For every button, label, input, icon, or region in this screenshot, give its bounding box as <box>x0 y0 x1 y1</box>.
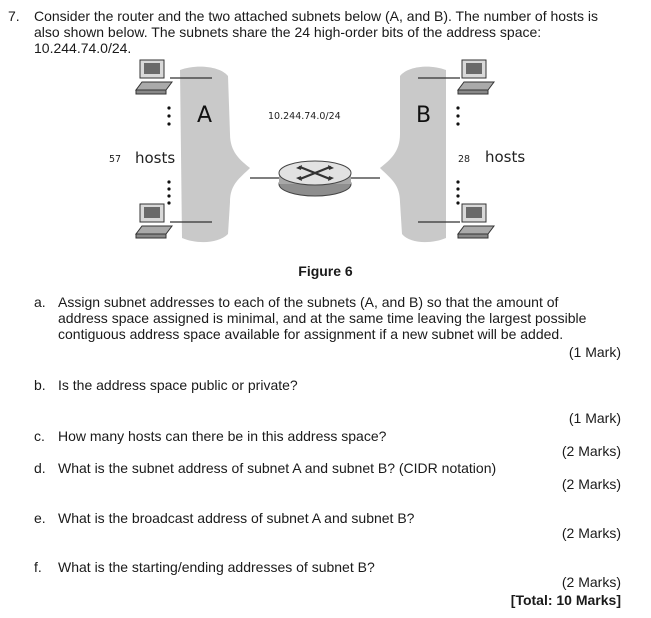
subq-f-marks: (2 Marks) <box>561 574 621 590</box>
hosts-b-count: 28 <box>458 154 471 165</box>
subq-e-text: What is the broadcast address of subnet A and subnet B? <box>58 510 415 526</box>
subq-f-label: f. <box>34 559 42 575</box>
subq-e-label: e. <box>34 510 46 526</box>
subq-b-label: b. <box>34 377 46 393</box>
question-number: 7. <box>8 8 20 24</box>
intro-line: 10.244.74.0/24. <box>34 40 132 56</box>
subq-a-label: a. <box>34 294 46 310</box>
subq-d-marks: (2 Marks) <box>561 476 621 492</box>
intro-line: also shown below. The subnets share the 24 high-order bits of the address space: <box>34 24 542 40</box>
hosts-a-count: 57 <box>109 154 122 165</box>
subq-a-line: Assign subnet addresses to each of the subnets (A, and B) so that the amount of <box>58 294 559 310</box>
subq-a-line: contiguous address space available for assignment if a new subnet will be added. <box>58 326 564 342</box>
computer-icon <box>458 204 494 238</box>
subq-c-text: How many hosts can there be in this address space? <box>58 428 387 444</box>
subnet-a-blob <box>180 67 250 242</box>
subq-e-marks: (2 Marks) <box>561 525 621 541</box>
question-intro <box>34 8 622 56</box>
subq-f-text: What is the starting/ending addresses of subnet B? <box>58 559 375 575</box>
hosts-b-word: hosts <box>485 148 526 166</box>
subnet-b-blob <box>380 67 446 242</box>
total-marks: [Total: 10 Marks] <box>510 592 621 608</box>
subnet-a-label: A <box>197 103 213 128</box>
subq-b-marks: (1 Mark) <box>568 410 621 426</box>
subq-c-marks: (2 Marks) <box>561 443 621 459</box>
network-figure <box>100 56 550 256</box>
intro-line: Consider the router and the two attached subnets below (A, and B). The number of hosts is <box>34 8 598 24</box>
subq-a-text <box>58 294 620 342</box>
computer-icon <box>136 204 172 238</box>
computer-icon <box>136 60 172 94</box>
router-icon <box>279 161 351 196</box>
subq-a-line: address space assigned is minimal, and at the same time leaving the largest possible <box>58 310 587 326</box>
hosts-a-word: hosts <box>135 149 176 167</box>
subq-c-label: c. <box>34 428 45 444</box>
figure-caption: Figure 6 <box>298 263 353 279</box>
subq-d-label: d. <box>34 460 46 476</box>
subnet-b-label: B <box>416 103 432 128</box>
subq-a-marks: (1 Mark) <box>568 344 621 360</box>
subq-b-text: Is the address space public or private? <box>58 377 298 393</box>
subq-d-text: What is the subnet address of subnet A and subnet B? (CIDR notation) <box>58 460 497 476</box>
address-space-label: 10.244.74.0/24 <box>268 111 341 122</box>
computer-icon <box>458 60 494 94</box>
